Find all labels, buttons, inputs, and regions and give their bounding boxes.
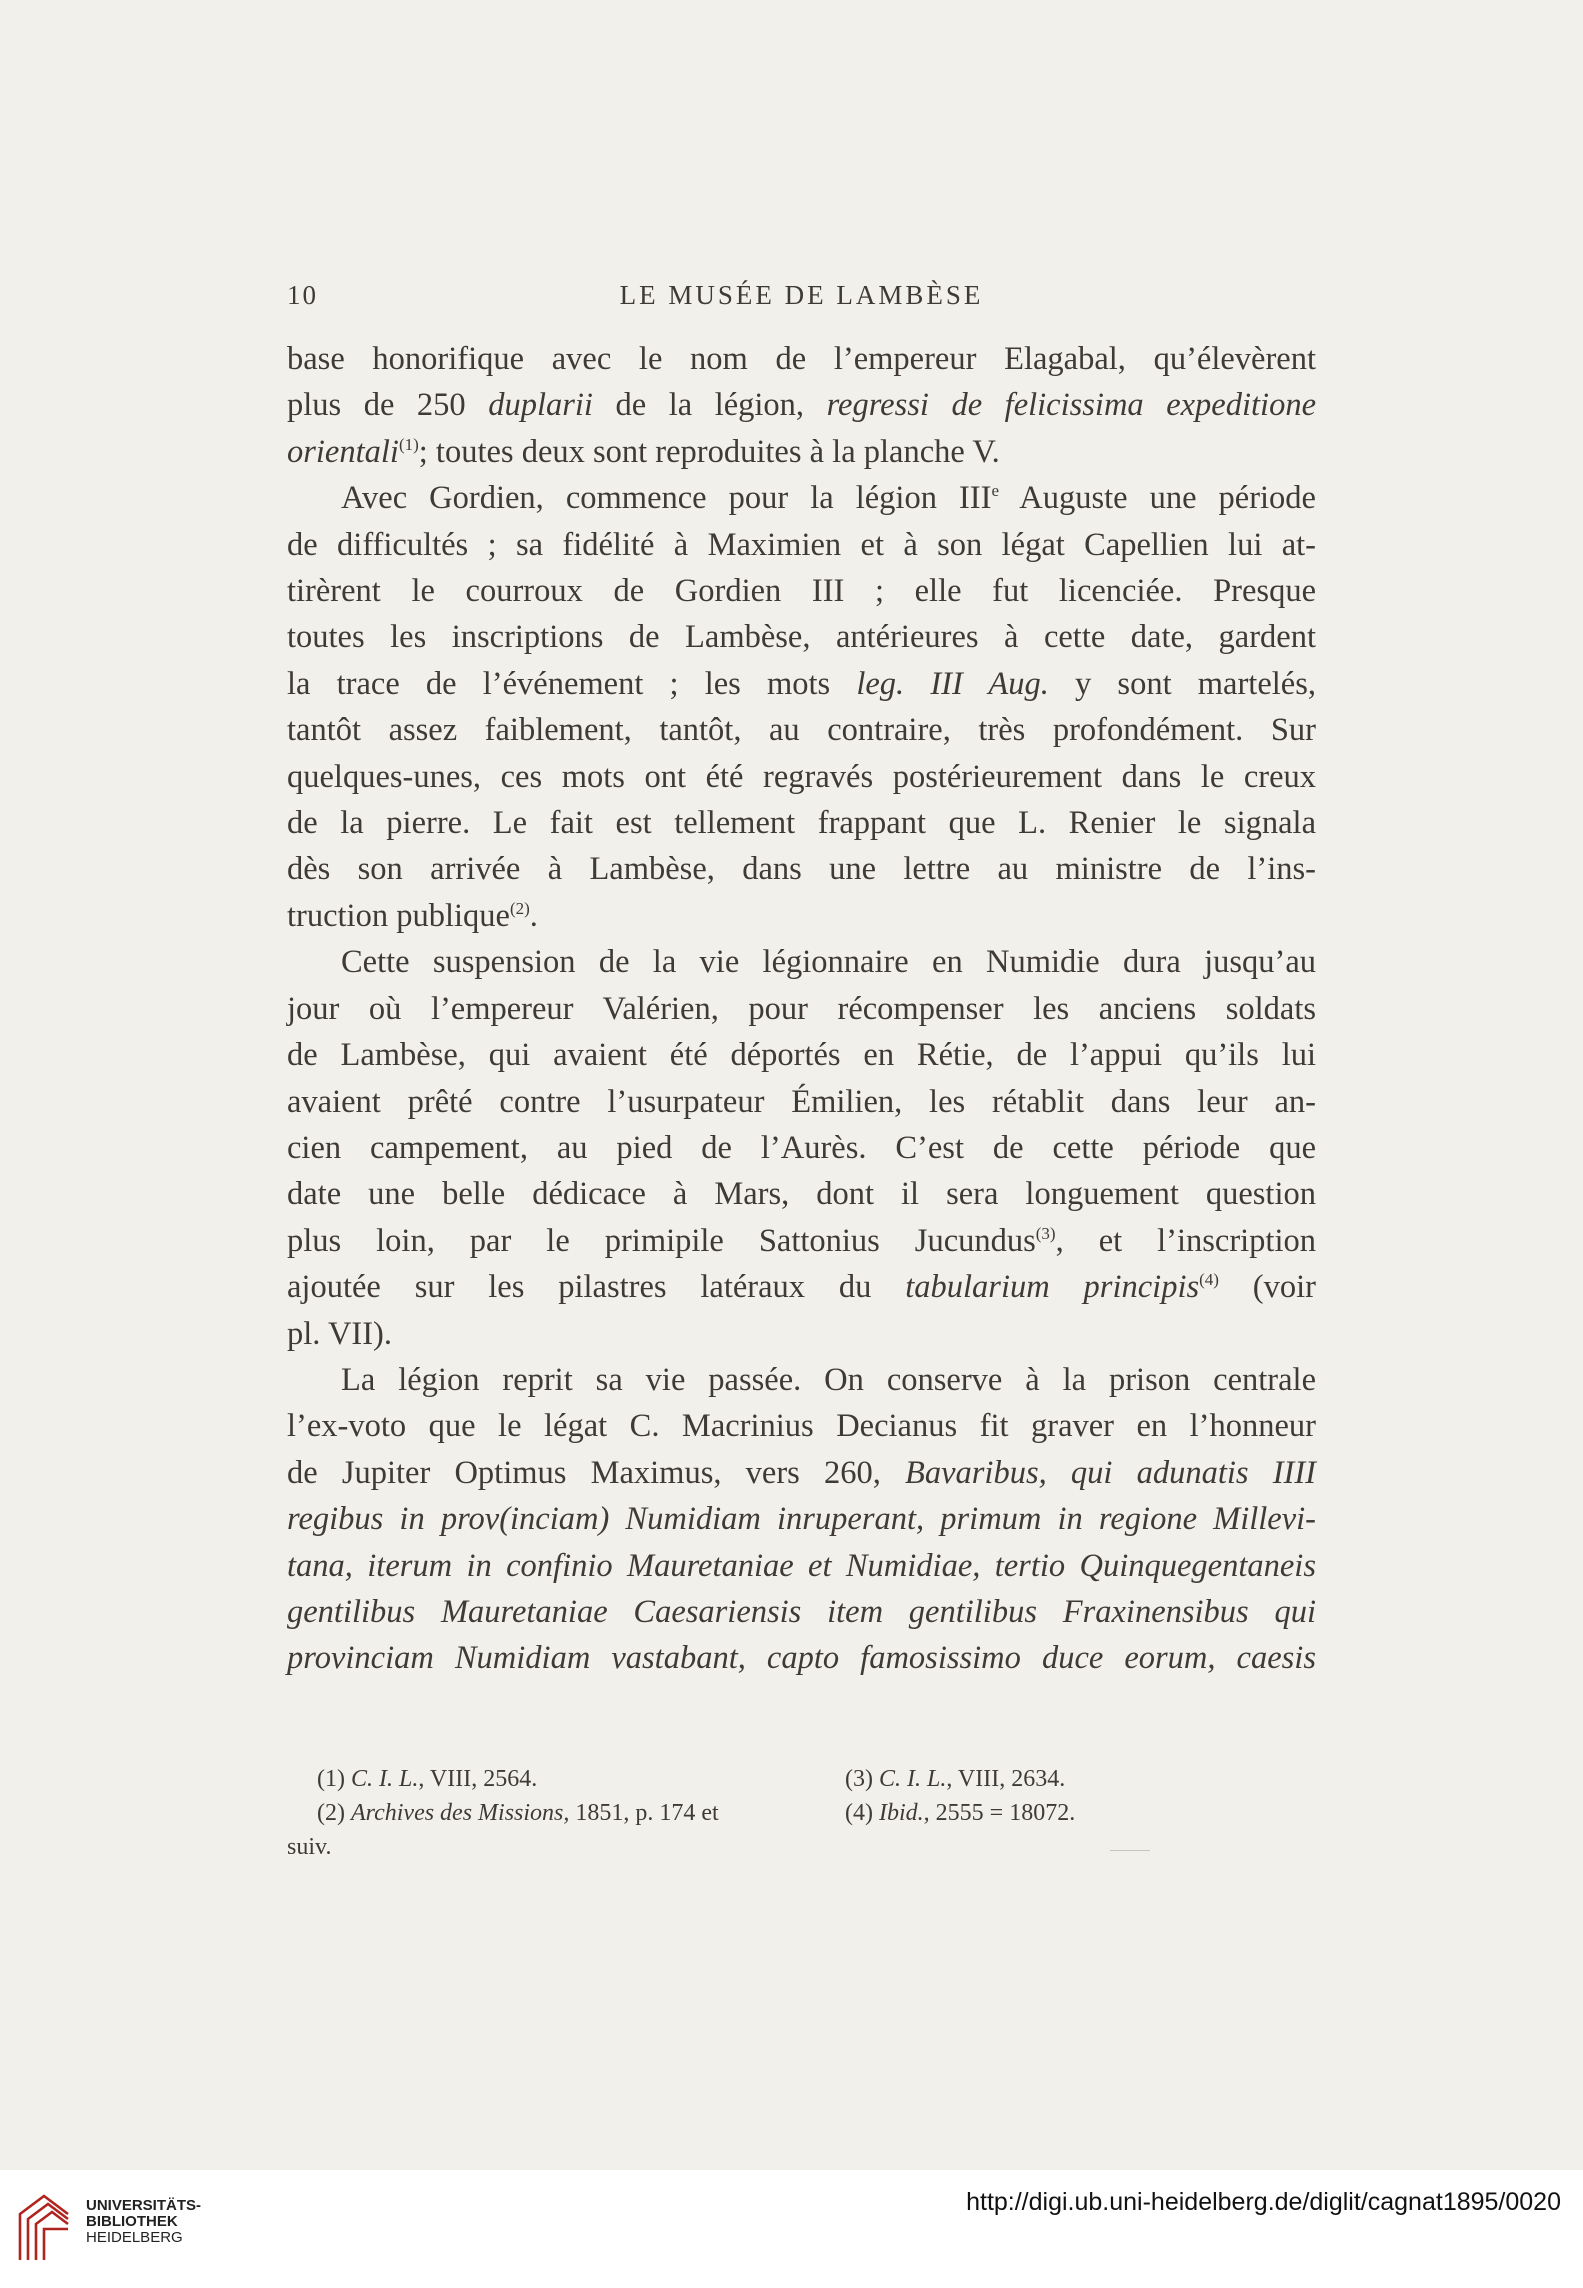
text-line: Avec Gordien, commence pour la légion IIIe Auguste une période <box>341 480 1316 517</box>
running-head <box>287 280 1316 320</box>
footnote-3: (3) C. I. L., VIII, 2634. <box>845 1766 1066 1792</box>
text-line: la trace de l’événement ; les mots leg. III Aug. y sont martelés, <box>287 665 1316 702</box>
library-logo-icon <box>14 2190 74 2264</box>
text-line: base honorifique avec le nom de l’empereur Elagabal, qu’élevèrent <box>287 341 1316 377</box>
text-line: avaient prêté contre l’usurpateur Émilien, les rétablit dans leur an- <box>287 1083 1316 1120</box>
running-title: LE MUSÉE DE LAMBÈSE <box>619 280 984 310</box>
text-line: orientali$^{(1)}$; toutes deux sont reproduites à la planche V. <box>287 433 1000 470</box>
text-line: regibus in prov(inciam) Numidiam inruperant, primum in regione Millevi- <box>287 1501 1316 1538</box>
text-line: jour où l’empereur Valérien, pour récompenser les anciens soldats <box>287 990 1316 1027</box>
text-line: La légion reprit sa vie passée. On conserve à la prison centrale <box>341 1361 1316 1398</box>
text-line: quelques-unes, ces mots ont été regravés postérieurement dans le creux <box>287 758 1316 795</box>
text-line: plus loin, par le primipile Sattonius Jucundus$^{(3)}$, et l’inscription <box>287 1222 1316 1259</box>
text-line: l’ex-voto que le légat C. Macrinius Decianus fit graver en l’honneur <box>287 1408 1316 1445</box>
text-line: de la pierre. Le fait est tellement frappant que L. Renier le signala <box>287 805 1316 842</box>
paragraph-1 <box>287 336 1316 475</box>
text-line: date une belle dédicace à Mars, dont il sera longuement question <box>287 1176 1316 1213</box>
text-line: tantôt assez faiblement, tantôt, au contraire, très profondément. Sur <box>287 712 1316 749</box>
footnotes-left-column <box>317 1762 787 1830</box>
library-footer <box>0 2170 1583 2288</box>
footnote-ref[interactable]: (1) <box>398 434 419 454</box>
source-url-link[interactable]: http://digi.ub.uni-heidelberg.de/diglit/cagnat1895/0020 <box>966 2188 1561 2216</box>
footnote-2-continuation: suiv. <box>287 1834 332 1860</box>
page-number: 10 <box>287 280 318 310</box>
paragraph-4 <box>287 1357 1316 1682</box>
text-line: tirèrent le courroux de Gordien III ; elle fut licenciée. Presque <box>287 573 1316 610</box>
text-line: cien campement, au pied de l’Aurès. C’est de cette période que <box>287 1129 1316 1166</box>
footnote-ref[interactable]: (3) <box>1035 1223 1056 1243</box>
text-line: provinciam Numidiam vastabant, capto famosissimo duce eorum, caesis <box>287 1640 1316 1677</box>
text-line: de Lambèse, qui avaient été déportés en Rétie, de l’appui qu’ils lui <box>287 1037 1316 1074</box>
text-line: ajoutée sur les pilastres latéraux du tabularium principis$^{(4)}$ (voir <box>287 1269 1316 1306</box>
footnote-2: (2) Archives des Missions, 1851, p. 174 et <box>317 1800 719 1826</box>
text-line: plus de 250 duplarii de la légion, regressi de felicissima expeditione <box>287 387 1316 424</box>
text-line: truction publique$^{(2)}$. <box>287 897 538 934</box>
footnote-1: (1) C. I. L., VIII, 2564. <box>317 1766 538 1792</box>
footnote-ref[interactable]: (4) <box>1199 1270 1219 1290</box>
text-line: gentilibus Mauretaniae Caesariensis item gentilibus Fraxinensibus qui <box>287 1593 1316 1630</box>
text-line: de Jupiter Optimus Maximus, vers 260, Bavaribus, qui adunatis IIII <box>287 1454 1316 1491</box>
text-line: tana, iterum in confinio Mauretaniae et Numidiae, tertio Quinquegentaneis <box>287 1547 1316 1584</box>
library-name: UNIVERSITÄTS- BIBLIOTHEK HEIDELBERG <box>86 2197 202 2246</box>
footnote-4: (4) Ibid., 2555 = 18072. <box>845 1800 1076 1826</box>
paragraph-2 <box>287 475 1316 939</box>
text-line: toutes les inscriptions de Lambèse, antérieures à cette date, gardent <box>287 619 1316 656</box>
body-text <box>287 336 1316 1682</box>
text-line: Cette suspension de la vie légionnaire en Numidie dura jusqu’au <box>341 944 1316 981</box>
footnote-ref[interactable]: (2) <box>509 898 530 918</box>
text-line: dès son arrivée à Lambèse, dans une lettre au ministre de l’ins- <box>287 851 1316 888</box>
paragraph-3 <box>287 939 1316 1357</box>
footnote-rule <box>1110 1850 1150 1851</box>
text-line: de difficultés ; sa fidélité à Maximien et à son légat Capellien lui at- <box>287 526 1316 563</box>
text-line: pl. VII). <box>287 1315 393 1352</box>
footnotes-right-column <box>845 1762 1315 1830</box>
